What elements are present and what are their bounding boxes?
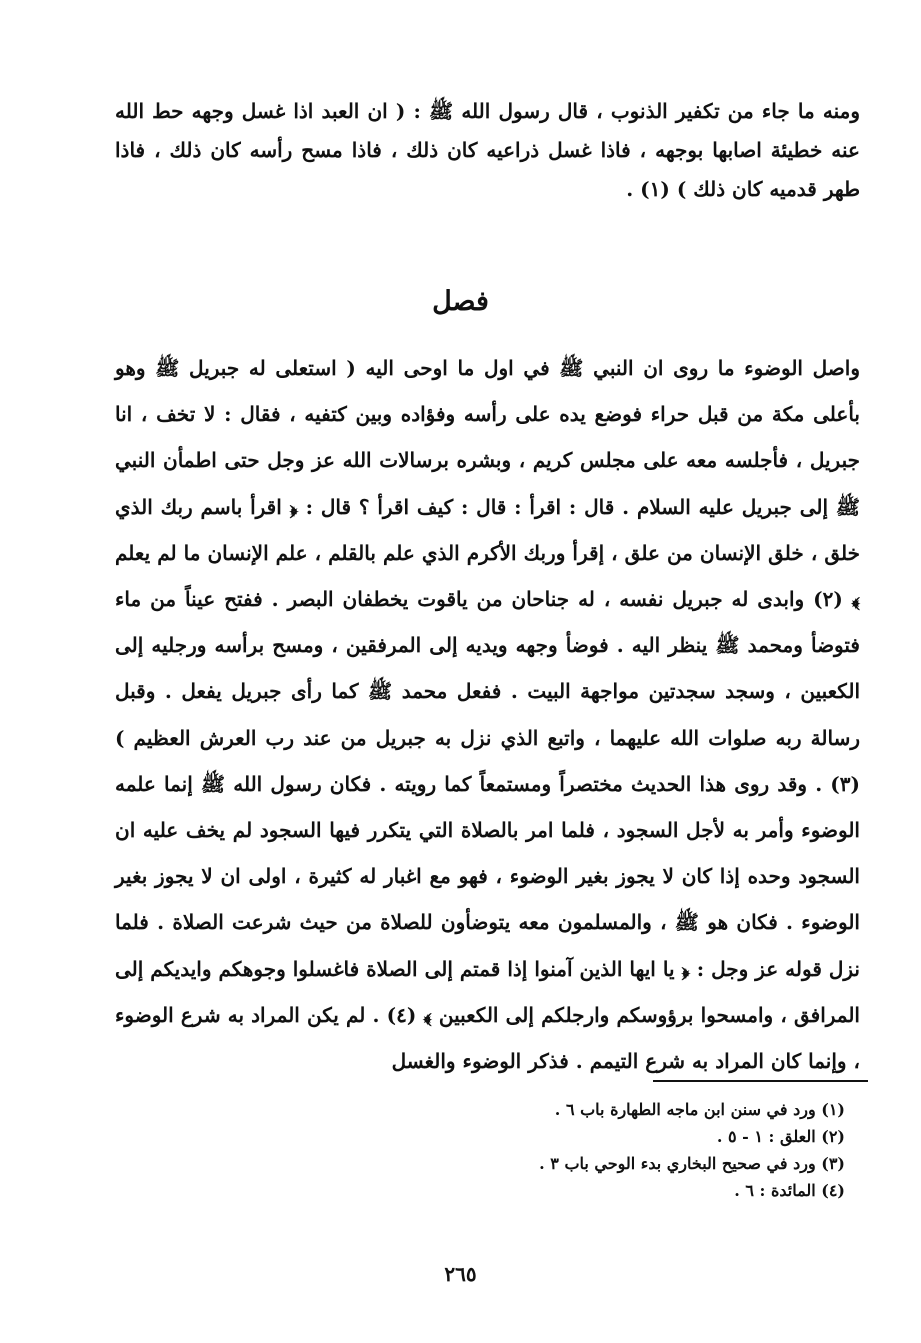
footnote-2: (٢) العلق : ١ - ٥ . bbox=[716, 1127, 845, 1146]
section-heading: فصل bbox=[432, 286, 489, 317]
intro-paragraph: ومنه ما جاء من تكفير الذنوب ، قال رسول الله ﷺ : ( ان العبد اذا غسل وجهه حط الله عنه خطيئة اصابها بوجهه ، فاذا غسل ذراعيه كان ذلك ، فاذا مسح رأسه كان ذلك ، فاذا طهر قدميه كان ذلك ) (١) . bbox=[115, 99, 860, 201]
footnotes bbox=[300, 1096, 845, 1204]
body-paragraph: واصل الوضوء ما روى ان النبي ﷺ في اول ما اوحى اليه ( استعلى له جبريل ﷺ وهو بأعلى مكة من قبل حراء فوضع يده على رأسه وفؤاده وبين كتفيه ، فقال : لا تخف ، انا جبريل ، فأجلسه معه على مجلس كريم ، وبشره برسالات الله عز وجل حتى اطمأن النبي ﷺ إلى جبريل عليه السلام . قال : اقرأ : قال : كيف اقرأ ؟ قال : ﴿ اقرأ باسم ربك الذي خلق ، خلق الإنسان من علق ، إقرأ وربك الأكرم الذي علم بالقلم ، علم الإنسان ما لم يعلم ﴾ (٢) وابدى له جبريل نفسه ، له جناحان من ياقوت يخطفان البصر . ففتح عيناً من ماء فتوضأ ومحمد ﷺ ينظر اليه . فوضأ وجهه ويديه إلى المرفقين ، ومسح برأسه ورجليه إلى الكعبين ، وسجد سجدتين مواجهة البيت . ففعل محمد ﷺ كما رأى جبريل يفعل . وقبل رسالة ربه صلوات الله عليهما ، واتبع الذي نزل به جبريل من عند رب العرش العظيم ) (٣) . وقد روى هذا الحديث مختصراً ومستمعاً كما رويته . فكان رسول الله ﷺ إنما علمه الوضوء وأمر به لأجل السجود ، فلما امر بالصلاة التي يتكرر فيها السجود لم يخف عليه ان السجود وحده إذا كان لا يجوز بغير الوضوء ، فهو مع اغبار له كثيرة ، اولى ان لا يجوز بغير الوضوء . فكان هو ﷺ ، والمسلمون معه يتوضأون للصلاة من حيث شرعت الصلاة . فلما نزل قوله عز وجل : ﴿ يا ايها الذين آمنوا إذا قمتم إلى الصلاة فاغسلوا وجوهكم وايديكم إلى المرافق ، وامسحوا برؤوسكم وارجلكم إلى الكعبين ﴾ (٤) . لم يكن المراد به شرع الوضوء ، وإنما كان المراد به شرع التيمم . فذكر الوضوء والغسل bbox=[115, 356, 860, 1074]
page-number: ٢٦٥ bbox=[444, 1262, 477, 1286]
footnote-3: (٣) ورد في صحيح البخاري بدء الوحي باب ٣ . bbox=[539, 1154, 845, 1173]
footnote-divider bbox=[653, 1080, 868, 1082]
footnote-4: (٤) المائدة : ٦ . bbox=[734, 1181, 845, 1200]
footnote-1: (١) ورد في سنن ابن ماجه الطهارة باب ٦ . bbox=[554, 1100, 845, 1119]
